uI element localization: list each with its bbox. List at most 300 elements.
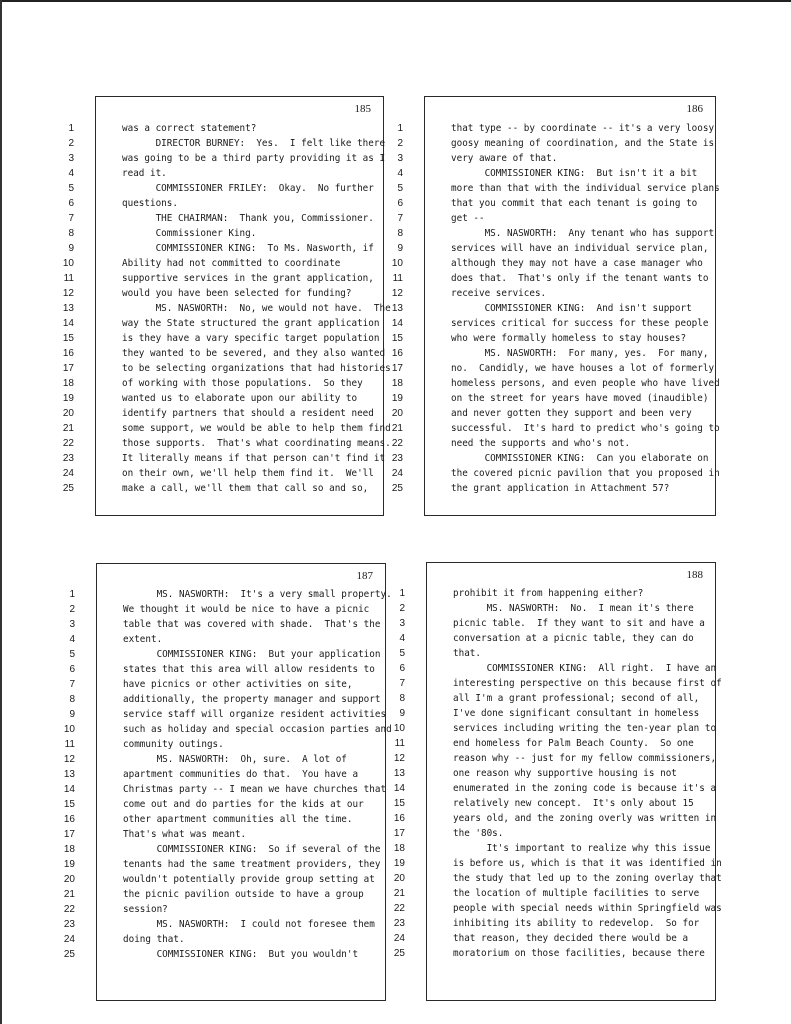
transcript-line [62, 451, 386, 466]
line-text: make a call, we'll them that call so and so, [122, 483, 369, 494]
transcript-lines [63, 587, 392, 962]
line-number: 15 [391, 333, 403, 344]
line-number: 16 [391, 348, 403, 359]
line-text: COMMISSIONER KING: But your application [123, 649, 381, 660]
transcript-line [69, 587, 392, 602]
line-text: COMMISSIONER KING: To Ms. Nasworth, if [122, 243, 374, 254]
line-text: apartment communities do that. You have a [123, 769, 359, 780]
line-number: 17 [393, 828, 405, 839]
line-number: 23 [63, 919, 75, 930]
transcript-line [397, 181, 720, 196]
transcript-line [62, 286, 383, 301]
line-text: supportive services in the grant application, [122, 273, 374, 284]
transcript-line [62, 466, 383, 481]
line-text: although they may not have a case manager who [451, 258, 703, 269]
line-number: 1 [68, 123, 74, 134]
line-text: doing that. [123, 934, 185, 945]
transcript-line [393, 946, 715, 961]
line-number: 25 [63, 949, 75, 960]
line-number: 19 [63, 859, 75, 870]
line-text: MS. NASWORTH: For many, yes. For many, [451, 348, 709, 359]
transcript-line [62, 256, 383, 271]
line-number: 7 [397, 213, 403, 224]
line-number: 11 [392, 273, 403, 284]
transcript-line [391, 301, 715, 316]
line-text: the picnic pavilion outside to have a group [123, 889, 364, 900]
line-text: wanted us to elaborate upon our ability to [122, 393, 358, 404]
transcript-lines [393, 586, 722, 961]
transcript-line [391, 391, 715, 406]
line-number: 19 [391, 393, 403, 404]
transcript-line [63, 902, 385, 917]
line-number: 12 [393, 753, 405, 764]
line-number: 24 [63, 934, 75, 945]
line-text: MS. NASWORTH: It's a very small property. [123, 589, 392, 600]
transcript-line [393, 916, 715, 931]
transcript-line [397, 226, 715, 241]
transcript-line [394, 736, 715, 751]
transcript-lines [62, 121, 391, 496]
transcript-line [69, 647, 385, 662]
line-text: service staff will organize resident activities [123, 709, 387, 720]
line-text: no. Candidly, we have houses a lot of formerly [451, 363, 715, 374]
transcript-line [63, 752, 385, 767]
line-text: I've done significant consultant in homeless [453, 708, 700, 719]
line-text: is before us, which is that it was identified in [453, 858, 722, 869]
line-number: 9 [397, 243, 403, 254]
line-text: COMMISSIONER KING: But you wouldn't [123, 949, 359, 960]
transcript-page-186 [391, 96, 720, 516]
transcript-line [399, 586, 715, 601]
transcript-line [62, 331, 383, 346]
line-text: That's what was meant. [123, 829, 247, 840]
line-text: would you have been selected for funding? [122, 288, 352, 299]
line-number: 18 [393, 843, 405, 854]
transcript-line [63, 872, 385, 887]
line-text: homeless persons, and even people who have lived [451, 378, 720, 389]
transcript-line [393, 796, 715, 811]
line-text: interesting perspective on this because first of [453, 678, 722, 689]
line-text: end homeless for Palm Beach County. So one [453, 738, 694, 749]
transcript-line [399, 601, 715, 616]
transcript-line [68, 151, 386, 166]
transcript-line [62, 391, 383, 406]
line-text: additionally, the property manager and support [123, 694, 381, 705]
line-number: 18 [62, 378, 74, 389]
line-text: COMMISSIONER KING: But isn't it a bit [451, 168, 698, 179]
transcript-page-187 [63, 563, 392, 1001]
transcript-line [391, 481, 715, 496]
transcript-line [68, 211, 383, 226]
scan-edge-top [0, 0, 791, 2]
transcript-line [391, 406, 715, 421]
transcript-line [393, 781, 717, 796]
line-number: 13 [391, 303, 403, 314]
line-text: We thought it would be nice to have a picnic [123, 604, 370, 615]
line-number: 14 [62, 318, 74, 329]
line-number: 7 [68, 213, 74, 224]
transcript-line [397, 151, 715, 166]
line-number: 23 [393, 918, 405, 929]
line-number: 16 [393, 813, 405, 824]
line-number: 8 [397, 228, 403, 239]
scan-edge-left [0, 0, 2, 1024]
transcript-line [393, 856, 722, 871]
line-number: 4 [69, 634, 75, 645]
transcript-line [62, 481, 383, 496]
page-number: 187 [356, 570, 373, 582]
line-text: COMMISSIONER KING: Can you elaborate on [451, 453, 709, 464]
line-text: read it. [122, 168, 167, 179]
line-number: 19 [393, 858, 405, 869]
transcript-line [63, 722, 392, 737]
transcript-line [391, 361, 715, 376]
line-text: who were formally homeless to stay houses? [451, 333, 687, 344]
line-text: COMMISSIONER KING: So if several of the [123, 844, 381, 855]
line-text: Commissioner King. [122, 228, 257, 239]
transcript-line [393, 886, 715, 901]
line-number: 14 [393, 783, 405, 794]
line-text: Ability had not committed to coordinate [122, 258, 341, 269]
line-text: that. [453, 648, 481, 659]
line-number: 2 [68, 138, 74, 149]
line-number: 9 [399, 708, 405, 719]
line-text: all I'm a grant professional; second of all, [453, 693, 700, 704]
transcript-line [62, 436, 391, 451]
transcript-line [391, 316, 715, 331]
line-number: 1 [397, 123, 403, 134]
transcript-line [69, 632, 385, 647]
transcript-line [391, 286, 715, 301]
line-number: 3 [69, 619, 75, 630]
line-number: 22 [393, 903, 405, 914]
transcript-line [62, 316, 383, 331]
line-text: wouldn't potentially provide group setting at [123, 874, 375, 885]
transcript-line [63, 947, 385, 962]
line-number: 2 [399, 603, 405, 614]
line-text: successful. It's hard to predict who's going to [451, 423, 720, 434]
line-text: get -- [451, 213, 485, 224]
line-text: was a correct statement? [122, 123, 257, 134]
line-number: 20 [393, 873, 405, 884]
line-number: 8 [69, 694, 75, 705]
transcript-line [62, 421, 391, 436]
line-text: relatively new concept. It's only about 15 [453, 798, 694, 809]
transcript-line [397, 121, 715, 136]
transcript-line [63, 271, 383, 286]
transcript-line [64, 737, 385, 752]
transcript-line [399, 646, 715, 661]
line-text: table that was covered with shade. That's the [123, 619, 381, 630]
line-number: 17 [63, 829, 75, 840]
transcript-line [399, 706, 715, 721]
transcript-line [393, 721, 717, 736]
line-text: that reason, they decided there would be a [453, 933, 689, 944]
transcript-line [68, 181, 383, 196]
line-text: MS. NASWORTH: No, we would not have. The [122, 303, 391, 314]
line-number: 6 [68, 198, 74, 209]
line-text: Christmas party -- I mean we have churches that [123, 784, 387, 795]
line-number: 17 [62, 363, 74, 374]
transcript-line [393, 871, 722, 886]
line-text: need the supports and who's not. [451, 438, 631, 449]
line-number: 12 [63, 754, 75, 765]
line-number: 8 [399, 693, 405, 704]
line-number: 3 [68, 153, 74, 164]
line-text: people with special needs within Springfield was [453, 903, 722, 914]
transcript-line [62, 406, 383, 421]
line-number: 1 [69, 589, 75, 600]
transcript-line [63, 782, 387, 797]
line-number: 9 [68, 243, 74, 254]
transcript-line [69, 692, 385, 707]
transcript-line [63, 812, 385, 827]
line-text: services will have an individual service plan, [451, 243, 709, 254]
line-text: that type -- by coordinate -- it's a very loosy [451, 123, 715, 134]
transcript-line [393, 811, 717, 826]
transcript-line [391, 466, 720, 481]
line-number: 13 [62, 303, 74, 314]
transcript-line [68, 196, 383, 211]
transcript-line [63, 917, 385, 932]
line-text: identify partners that should a resident need [122, 408, 374, 419]
transcript-line [391, 436, 715, 451]
line-number: 20 [391, 408, 403, 419]
transcript-line [68, 226, 383, 241]
line-number: 23 [391, 453, 403, 464]
transcript-line [397, 241, 715, 256]
transcript-line [392, 271, 715, 286]
line-number: 15 [63, 799, 75, 810]
line-number: 16 [63, 814, 75, 825]
transcript-line [69, 662, 385, 677]
line-number: 12 [391, 288, 403, 299]
line-number: 21 [63, 889, 75, 900]
transcript-line [68, 166, 383, 181]
line-text: DIRECTOR BURNEY: Yes. I felt like there [122, 138, 386, 149]
line-number: 15 [62, 333, 74, 344]
line-text: tenants had the same treatment providers, they [123, 859, 381, 870]
line-number: 13 [63, 769, 75, 780]
transcript-line [391, 331, 715, 346]
transcript-line [399, 676, 722, 691]
line-text: reason why -- just for my fellow commissioners, [453, 753, 717, 764]
page-number: 186 [686, 103, 703, 115]
line-text: on their own, we'll help them find it. We'll [122, 468, 374, 479]
line-text: other apartment communities all the time. [123, 814, 353, 825]
line-text: receive services. [451, 288, 547, 299]
line-text: and never gotten they support and been very [451, 408, 692, 419]
transcript-line [397, 211, 715, 226]
transcript-line [69, 707, 387, 722]
line-number: 7 [69, 679, 75, 690]
line-number: 5 [69, 649, 75, 660]
line-text: years old, and the zoning overly was written in [453, 813, 717, 824]
line-number: 22 [63, 904, 75, 915]
line-number: 5 [397, 183, 403, 194]
line-text: extent. [123, 634, 163, 645]
line-number: 21 [62, 423, 74, 434]
line-text: that you commit that each tenant is going to [451, 198, 698, 209]
transcript-line [62, 376, 383, 391]
line-number: 25 [391, 483, 403, 494]
line-number: 21 [393, 888, 405, 899]
line-text: prohibit it from happening either? [453, 588, 644, 599]
transcript-line [391, 346, 715, 361]
line-number: 24 [62, 468, 74, 479]
line-text: the '80s. [453, 828, 504, 839]
transcript-line [63, 887, 385, 902]
line-number: 25 [393, 948, 405, 959]
line-number: 24 [391, 468, 403, 479]
transcript-line [68, 136, 386, 151]
line-number: 6 [397, 198, 403, 209]
line-text: THE CHAIRMAN: Thank you, Commissioner. [122, 213, 374, 224]
line-number: 25 [62, 483, 74, 494]
transcript-line [63, 797, 385, 812]
line-text: MS. NASWORTH: Any tenant who has support [451, 228, 715, 239]
transcript-line [69, 602, 385, 617]
line-number: 16 [62, 348, 74, 359]
page-number: 188 [686, 569, 703, 581]
transcript-line [69, 677, 385, 692]
transcript-line [68, 241, 383, 256]
transcript-line [397, 196, 715, 211]
line-number: 10 [391, 258, 403, 269]
line-text: to be selecting organizations that had histories [122, 363, 391, 374]
line-number: 5 [399, 648, 405, 659]
line-number: 10 [393, 723, 405, 734]
line-text: MS. NASWORTH: No. I mean it's there [453, 603, 694, 614]
line-text: MS. NASWORTH: Oh, sure. A lot of [123, 754, 347, 765]
line-text: does that. That's only if the tenant wants to [451, 273, 709, 284]
transcript-line [393, 901, 722, 916]
transcript-line [397, 136, 715, 151]
line-text: was going to be a third party providing it as I [122, 153, 386, 164]
line-number: 8 [68, 228, 74, 239]
line-text: It's important to realize why this issue [453, 843, 711, 854]
transcript-line [69, 617, 385, 632]
transcript-line [399, 616, 715, 631]
line-number: 18 [63, 844, 75, 855]
line-number: 7 [399, 678, 405, 689]
line-number: 2 [69, 604, 75, 615]
line-text: COMMISSIONER FRILEY: Okay. No further [122, 183, 374, 194]
transcript-line [62, 361, 391, 376]
line-text: session? [123, 904, 168, 915]
line-number: 17 [391, 363, 403, 374]
transcript-line [391, 376, 720, 391]
line-number: 14 [63, 784, 75, 795]
line-number: 1 [399, 588, 405, 599]
line-number: 10 [62, 258, 74, 269]
line-text: on the street for years have moved (inaudible) [451, 393, 709, 404]
transcript-line [393, 766, 715, 781]
transcript-line [391, 451, 715, 466]
line-text: It literally means if that person can't find it [122, 453, 386, 464]
line-number: 4 [399, 633, 405, 644]
line-text: some support, we would be able to help them find [122, 423, 391, 434]
line-text: way the State structured the grant application [122, 318, 380, 329]
line-number: 12 [62, 288, 74, 299]
line-number: 18 [391, 378, 403, 389]
line-text: picnic table. If they want to sit and have a [453, 618, 705, 629]
line-number: 4 [68, 168, 74, 179]
line-text: very aware of that. [451, 153, 558, 164]
line-text: of working with those populations. So they [122, 378, 363, 389]
transcript-line [62, 301, 391, 316]
transcript-line [63, 767, 385, 782]
line-number: 5 [68, 183, 74, 194]
line-number: 19 [62, 393, 74, 404]
line-number: 11 [394, 738, 405, 749]
line-number: 10 [63, 724, 75, 735]
line-text: more than that with the individual service plans [451, 183, 720, 194]
line-text: come out and do parties for the kids at our [123, 799, 364, 810]
line-number: 11 [64, 739, 75, 750]
line-number: 22 [391, 438, 403, 449]
line-text: one reason why supportive housing is not [453, 768, 677, 779]
transcript-line [63, 932, 385, 947]
line-text: inhibiting its ability to redevelop. So for [453, 918, 700, 929]
line-number: 20 [62, 408, 74, 419]
line-number: 14 [391, 318, 403, 329]
transcript-line [63, 827, 385, 842]
line-number: 2 [397, 138, 403, 149]
line-text: community outings. [123, 739, 224, 750]
transcript-page-185 [62, 96, 391, 516]
line-text: MS. NASWORTH: I could not foresee them [123, 919, 375, 930]
line-text: the grant application in Attachment 57? [451, 483, 670, 494]
transcript-line [393, 826, 715, 841]
line-number: 22 [62, 438, 74, 449]
transcript-line [63, 857, 385, 872]
transcript-line [68, 121, 383, 136]
line-number: 15 [393, 798, 405, 809]
transcript-page-188 [393, 562, 722, 1001]
transcript-line [397, 166, 715, 181]
line-number: 3 [397, 153, 403, 164]
line-text: conversation at a picnic table, they can do [453, 633, 694, 644]
line-text: such as holiday and special occasion parties and [123, 724, 392, 735]
line-text: have picnics or other activities on site, [123, 679, 353, 690]
line-text: moratorium on those facilities, because there [453, 948, 705, 959]
line-number: 24 [393, 933, 405, 944]
line-text: services including writing the ten-year plan to [453, 723, 717, 734]
transcript-line [393, 841, 715, 856]
line-text: states that this area will allow residents to [123, 664, 375, 675]
transcript-line [63, 842, 385, 857]
line-number: 11 [63, 273, 74, 284]
transcript-line [399, 661, 717, 676]
line-number: 13 [393, 768, 405, 779]
line-number: 9 [69, 709, 75, 720]
transcript-line [393, 931, 715, 946]
line-text: goosy meaning of coordination, and the State is [451, 138, 715, 149]
line-text: services critical for success for these people [451, 318, 709, 329]
transcript-line [393, 751, 717, 766]
line-text: questions. [122, 198, 178, 209]
line-number: 3 [399, 618, 405, 629]
line-text: they wanted to be severed, and they also wanted [122, 348, 386, 359]
transcript-line [62, 346, 386, 361]
line-number: 6 [399, 663, 405, 674]
line-text: COMMISSIONER KING: All right. I have an [453, 663, 717, 674]
transcript-line [399, 691, 715, 706]
line-number: 4 [397, 168, 403, 179]
line-text: the study that led up to the zoning overlay that [453, 873, 722, 884]
line-text: the location of multiple facilities to serve [453, 888, 700, 899]
